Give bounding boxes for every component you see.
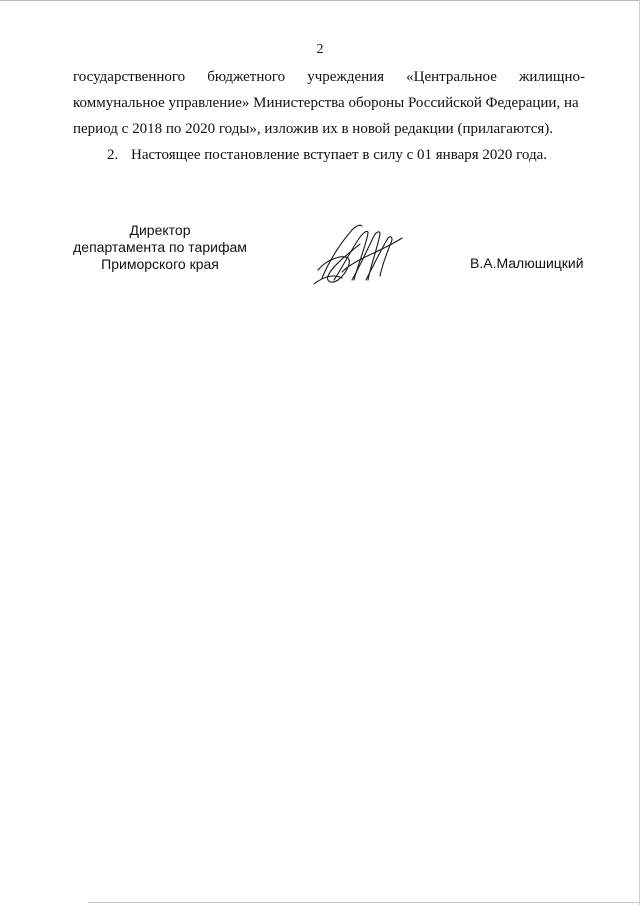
- scan-edge-bottom: [88, 902, 640, 903]
- clause-number: 2.: [107, 147, 119, 163]
- signer-name: В.А.Малюшицкий: [470, 255, 584, 271]
- page-number: 2: [316, 42, 324, 57]
- position-line: Приморского края: [101, 256, 219, 272]
- word: жилищно-: [519, 69, 585, 85]
- signer-position: [60, 222, 260, 273]
- paragraph-line-3: период с 2018 по 2020 годы», изложив их в новой редакции (прилагаются).: [73, 121, 554, 137]
- scan-edge-top: [0, 0, 640, 1]
- position-line: департамента по тарифам: [73, 239, 247, 255]
- clause-2: [73, 142, 585, 168]
- word: государственного: [73, 69, 186, 85]
- word: учреждения: [307, 69, 385, 85]
- body-text: [73, 64, 585, 168]
- word: «Центральное: [406, 69, 497, 85]
- position-line: Директор: [129, 222, 191, 238]
- paragraph-line-2: коммунальное управление» Министерства обороны Российской Федерации, на: [73, 95, 579, 111]
- handwritten-signature-icon: [308, 214, 408, 294]
- clause-text: Настоящее постановление вступает в силу с 01 января 2020 года.: [131, 147, 548, 163]
- word: бюджетного: [207, 69, 286, 85]
- paragraph-line-1: [73, 64, 585, 90]
